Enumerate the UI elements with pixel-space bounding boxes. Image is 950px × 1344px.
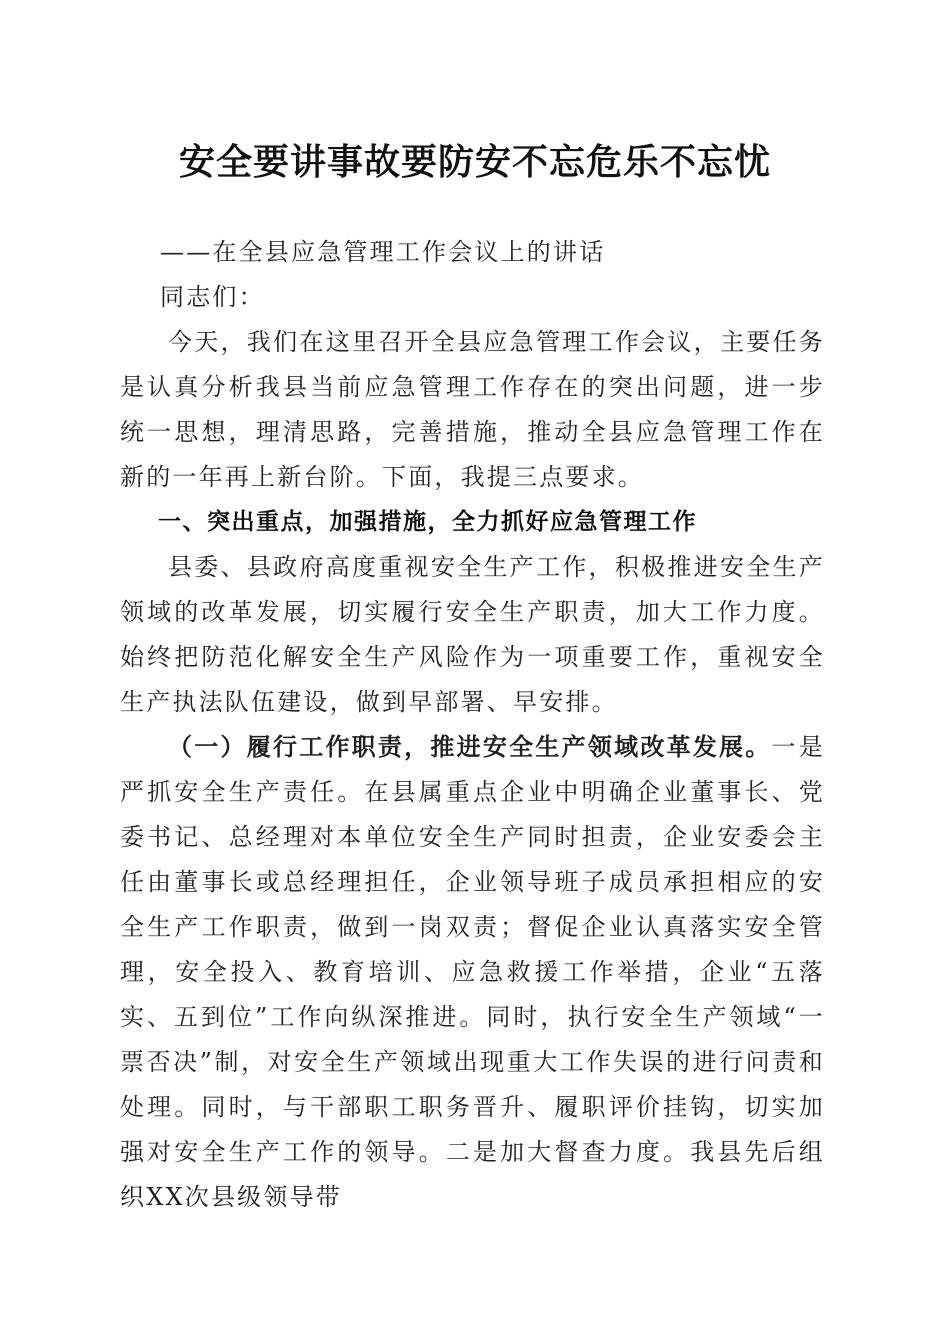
document-title: 安全要讲事故要防安不忘危乐不忘忧 bbox=[178, 141, 771, 183]
section-heading-1: 一、突出重点，加强措施，全力抓好应急管理工作 bbox=[158, 509, 697, 535]
document-body bbox=[120, 230, 825, 1220]
subsection-1-lead: （一）履行工作职责，推进安全生产领域改革发展。 bbox=[168, 733, 772, 761]
section-1-paragraph: 县委、县政府高度重视安全生产工作，积极推进安全生产领域的改革发展，切实履行安全生产职责，加大工作力度。始终把防范化解安全生产风险作为一项重要工作，重视安全生产执法队伍建设，做到早部署、早安排。 bbox=[120, 553, 825, 716]
document-subtitle: ——在全县应急管理工作会议上的讲话 bbox=[160, 238, 606, 266]
subsection-1-body: 一是严抓安全生产责任。在县属重点企业中明确企业董事长、党委书记、总经理对本单位安全生产同时担责，企业安委会主任由董事长或总经理担任，企业领导班子成员承担相应的安全生产工作职责，做到一岗双责；督促企业认真落实安全管理，安全投入、教育培训、应急救援工作举措，企业“五落实、五到位”工作向纵深推进。同时，执行安全生产领域“一票否决”制，对安全生产领域出现重大工作失误的进行问责和处理。同时，与干部职工职务晋升、履职评价挂钩，切实加强对安全生产工作的领导。二是加大督查力度。我县先后组织XX次县级领导带 bbox=[120, 733, 825, 1211]
greeting: 同志们： bbox=[160, 283, 265, 311]
subsection-1-paragraph bbox=[120, 725, 825, 1220]
intro-paragraph: 今天，我们在这里召开全县应急管理工作会议，主要任务是认真分析我县当前应急管理工作存在的突出问题，进一步统一思想，理清思路，完善措施，推动全县应急管理工作在新的一年再上新台阶。下面，我提三点要求。 bbox=[120, 328, 825, 491]
